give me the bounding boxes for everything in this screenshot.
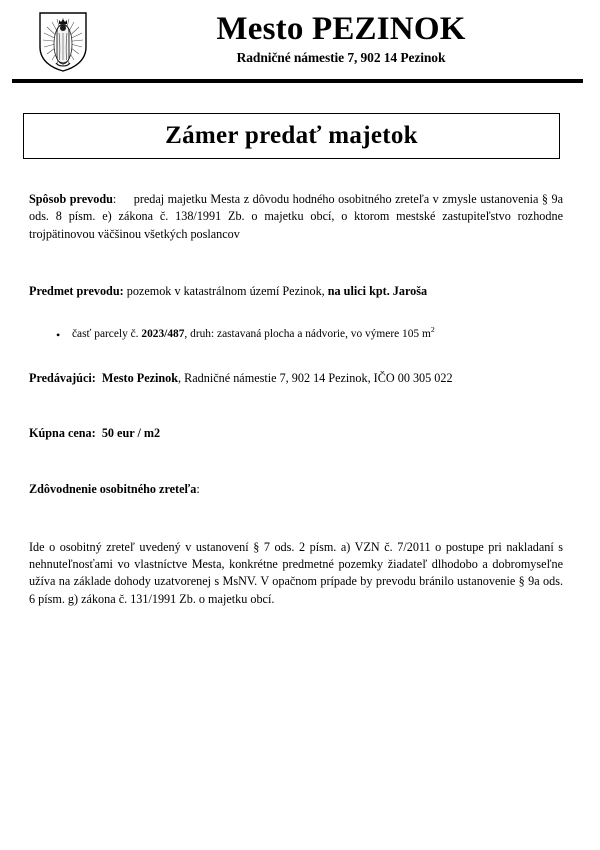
section-seller — [29, 370, 563, 387]
justification-body: Ide o osobitný zreteľ uvedený v ustanovení § 7 ods. 2 písm. a) VZN č. 7/2011 o postupe pri nakladaní s nehnuteľnosťami vo vlastníctve Mesta, konkrétne predmetné pozemky žiadateľ dlhodobo a dobromyseľne užíva na základe dohody uzatvorenej s MsNV. V opačnom prípade by prevodu bránilo ustanovenie § 9a ods. 6 písm. g) zákona č. 131/1991 Zb. o majetku obcí. — [29, 539, 563, 606]
spacer — [29, 399, 563, 413]
transfer-method-label-suffix: : — [112, 192, 117, 206]
price-value: 50 eur / m2 — [101, 426, 161, 441]
header-text-block — [100, 12, 582, 66]
document-body — [29, 191, 563, 608]
parcel-list-item — [56, 324, 563, 344]
organization-title: Mesto PEZINOK — [216, 11, 466, 47]
parcel-area-superscript: 2 — [430, 324, 435, 334]
document-header — [0, 0, 600, 78]
transfer-subject-label: Predmet prevodu: — [29, 284, 124, 299]
seller-details: , Radničné námestie 7, 902 14 Pezinok, IČO 00 305 022 — [178, 370, 453, 385]
spacer — [29, 455, 563, 469]
justification-label: Zdôvodnenie osobitného zreteľa — [29, 482, 197, 497]
parcel-prefix: časť parcely č. — [72, 327, 142, 340]
seller-label: Predávajúci: — [29, 370, 96, 385]
header-divider — [12, 79, 583, 83]
parcel-description — [72, 324, 563, 344]
section-transfer-method — [29, 191, 563, 243]
transfer-subject-body: pozemok v katastrálnom území Pezinok, — [123, 284, 325, 299]
parcel-number: 2023/487 — [141, 327, 185, 340]
document-title-box — [23, 113, 560, 159]
spacer — [29, 343, 563, 357]
seller-name: Mesto Pezinok — [101, 370, 179, 385]
parcel-suffix: , druh: zastavaná plocha a nádvorie, vo výmere 105 m — [184, 327, 431, 340]
section-price — [29, 425, 563, 442]
spacer — [29, 243, 563, 271]
pezinok-coat-of-arms-icon — [38, 11, 88, 73]
price-label: Kúpna cena: — [29, 426, 96, 441]
page-title: Zámer predať majetok — [165, 122, 418, 149]
justification-label-suffix: : — [196, 482, 200, 497]
spacer — [29, 313, 563, 327]
transfer-subject-street: na ulici kpt. Jaroša — [324, 284, 428, 299]
bullet-marker-icon: • — [56, 327, 61, 342]
transfer-method-body: predaj majetku Mesta z dôvodu hodného osobitného zreteľa v zmysle ustanovenia § 9a ods. 8 písm. e) zákona č. 138/1991 Zb. o majetku obcí, o ktorom mestské zastupiteľstvo rozhodne trojpätinovou väčšinou všetkých poslancov — [29, 192, 564, 241]
spacer — [29, 511, 563, 539]
section-justification-heading — [29, 481, 563, 498]
section-transfer-subject — [29, 283, 563, 300]
transfer-method-label: Spôsob prevodu — [29, 192, 113, 206]
organization-address: Radničné námestie 7, 902 14 Pezinok — [236, 49, 446, 65]
